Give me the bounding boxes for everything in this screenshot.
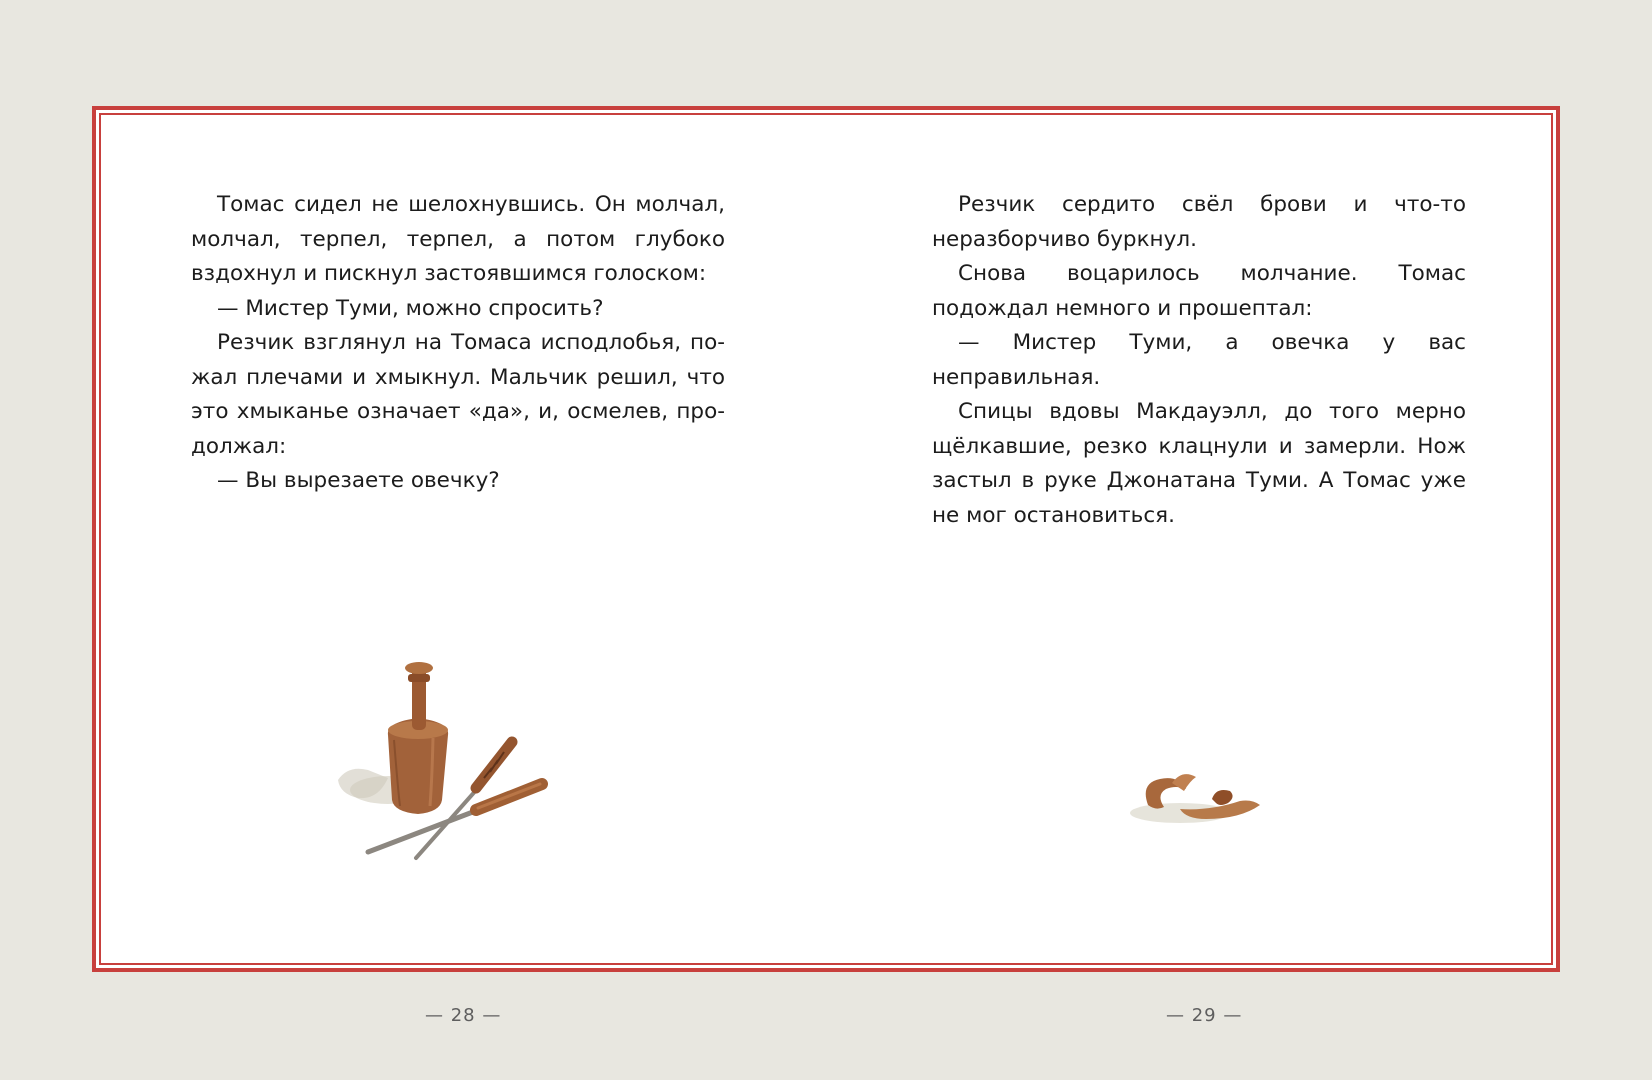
left-page-text [191, 188, 725, 499]
paragraph: Резчик сердито свёл брови и что-то неразборчиво буркнул. [932, 192, 1466, 252]
book-spread [92, 106, 1560, 972]
wood-shavings-illustration [1120, 765, 1280, 835]
page-number-left: — 28 — [425, 1005, 502, 1026]
right-page-text [932, 188, 1466, 533]
paragraph: — Мистер Туми, а овечка у вас неправильная. [932, 330, 1466, 390]
mallet-and-chisels-illustration [328, 660, 568, 870]
paragraph: — Вы вырезаете овечку? [217, 468, 500, 493]
page-number-right: — 29 — [1166, 1005, 1243, 1026]
paragraph: Резчик взглянул на Томаса исподлобья, пожал плечами и хмыкнул. Мальчик решил, что это хмыканье означает «да», и, осмелев, продолжал: [191, 330, 725, 459]
paragraph: Спицы вдовы Макдауэлл, до того мерно щёлкавшие, резко клацнули и замерли. Нож застыл в руке Джонатана Туми. А Томас уже не мог остановиться. [932, 399, 1466, 528]
paragraph: Томас сидел не шелохнувшись. Он молчал, молчал, терпел, терпел, а потом глубоко вздохнул и пискнул застоявшимся голоском: [191, 192, 725, 286]
paragraph: Снова воцарилось молчание. Томас подождал немного и прошептал: [932, 261, 1466, 321]
paragraph: — Мистер Туми, можно спросить? [217, 295, 604, 321]
